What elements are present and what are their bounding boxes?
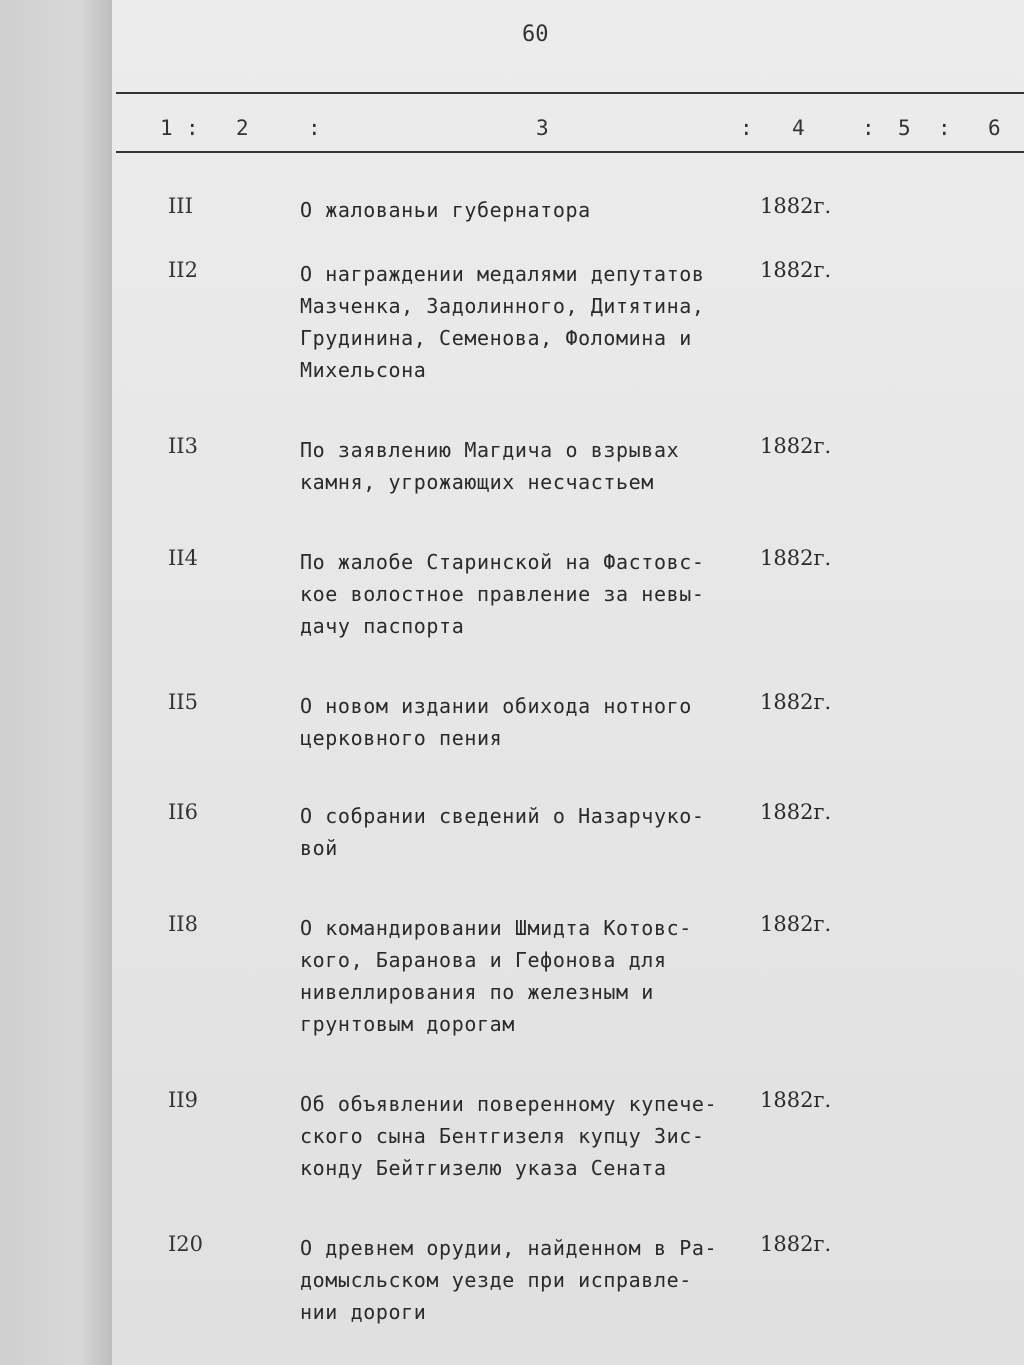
- record-title: По заявлению Магдича о взрывах камня, угрожающих несчастьем: [300, 438, 680, 494]
- column-separator: :: [308, 116, 321, 140]
- record-year: 1882г.: [760, 912, 832, 936]
- column-4-header: 4: [792, 116, 805, 140]
- column-1-header: 1: [160, 116, 173, 140]
- record-title: О жалованьи губернатора: [300, 198, 591, 222]
- column-6-header: 6: [988, 116, 1001, 140]
- record-number: II5: [168, 690, 198, 714]
- record-number: II6: [168, 800, 198, 824]
- column-3-header: 3: [536, 116, 549, 140]
- record-title: О собрании сведений о Назарчуко- вой: [300, 804, 705, 860]
- column-5-header: 5: [898, 116, 911, 140]
- record-number: I20: [168, 1232, 204, 1256]
- record-title: О новом издании обихода нотного церковного пения: [300, 694, 692, 750]
- record-title: Об объявлении поверенному купече- ского сына Бентгизеля купцу Зис- конду Бейтгизелю указа Сената: [300, 1092, 718, 1180]
- column-separator: :: [740, 116, 753, 140]
- document-page: [112, 0, 1024, 1365]
- record-number: III: [168, 194, 193, 218]
- record-year: 1882г.: [760, 1088, 832, 1112]
- column-2-header: 2: [236, 116, 249, 140]
- record-title: О награждении медалями депутатов Мазченка, Задолинного, Дитятина, Грудинина, Семенова, Фоломина и Михельсона: [300, 262, 705, 382]
- record-year: 1882г.: [760, 800, 832, 824]
- record-year: 1882г.: [760, 546, 832, 570]
- record-year: 1882г.: [760, 258, 832, 282]
- column-separator: :: [938, 116, 951, 140]
- record-number: II8: [168, 912, 198, 936]
- record-year: 1882г.: [760, 194, 832, 218]
- record-number: II9: [168, 1088, 198, 1112]
- record-year: 1882г.: [760, 1232, 832, 1256]
- record-year: 1882г.: [760, 434, 832, 458]
- header-rule-top: [116, 92, 1024, 94]
- record-title: О командировании Шмидта Котовс- кого, Баранова и Гефонова для нивеллирования по железным и грунтовым дорогам: [300, 916, 692, 1036]
- record-number: II2: [168, 258, 198, 282]
- column-separator: :: [186, 116, 199, 140]
- record-title: По жалобе Старинской на Фастовс- кое волостное правление за невы- дачу паспорта: [300, 550, 705, 638]
- record-number: II4: [168, 546, 198, 570]
- column-separator: :: [862, 116, 875, 140]
- header-rule-bottom: [116, 151, 1024, 153]
- record-number: II3: [168, 434, 198, 458]
- page-number: 60: [522, 22, 549, 47]
- binding-spine: [0, 0, 112, 1365]
- record-year: 1882г.: [760, 690, 832, 714]
- record-title: О древнем орудии, найденном в Ра- домысльском уезде при исправле- нии дороги: [300, 1236, 718, 1324]
